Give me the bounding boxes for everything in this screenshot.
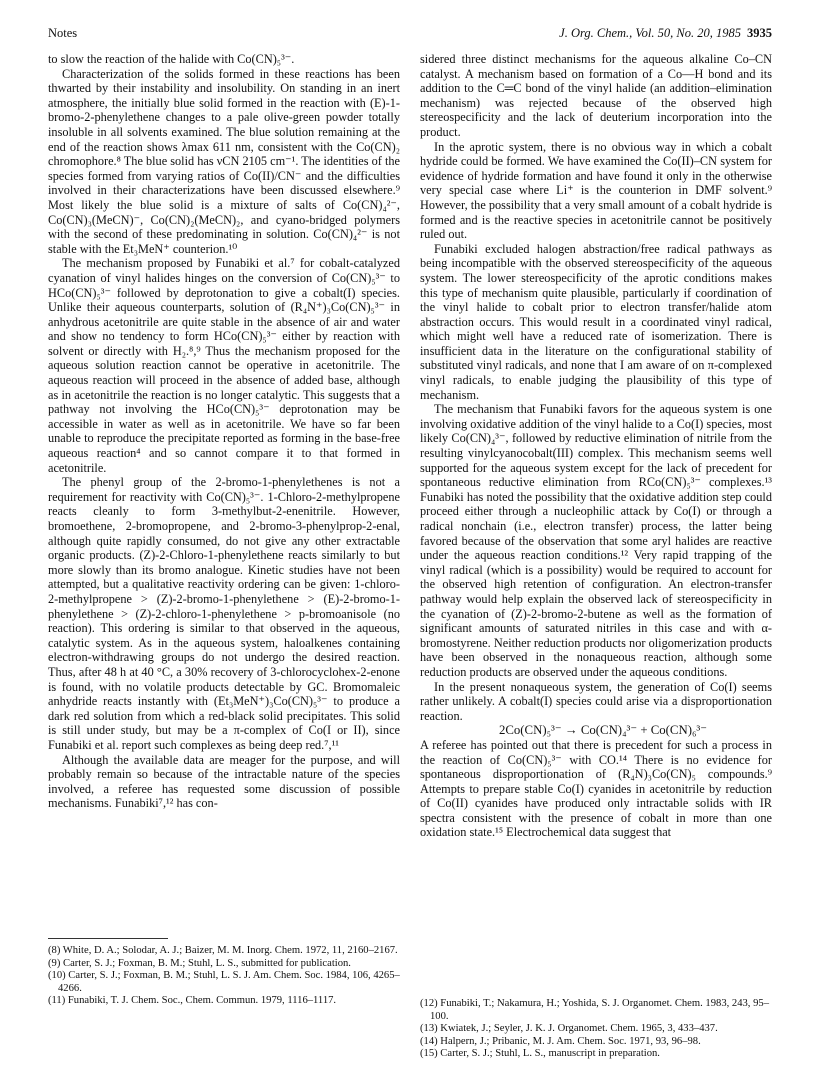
footnote: (10) Carter, S. J.; Foxman, B. M.; Stuhl, L. S. J. Am. Chem. Soc. 1984, 106, 4265–4266. [48,970,400,994]
footnotes-left [48,938,400,1008]
paragraph: In the aprotic system, there is no obvious way in which a cobalt hydride could be formed. We have examined the Co(II)–CN system for evidence of hydride formation and have found it only in the otherwise very special case where Li⁺ is the counterion in DMF solvent.⁹ However, the possibility that a very small amount of a cobalt hydride is formed and is the reactive species in acetonitrile cannot be positively ruled out. [420,139,772,242]
left-column [48,52,400,811]
paragraph: Although the available data are meager for the purpose, and will probably remain so because of the intractable nature of the species involved, a referee has requested some discussion of possible mechanisms. Funabiki⁷,¹² has con- [48,752,400,811]
paragraph: A referee has pointed out that there is precedent for such a process in the reaction of Co(CN)₅³⁻ with CO.¹⁴ There is no evidence for spontaneous disproportionation of (R₄N)₃Co(CN)₅ compounds.⁹ Attempts to prepare stable Co(I) cyanides in acetonitrile by reduction of Co(II) cyanides have produced only intractable solids with IR spectra consistent with the presence of cobalt in more than one oxidation state.¹⁵ Electrochemical data suggest that [420,737,772,840]
section-label: Notes [48,26,78,40]
footnotes-right [420,998,772,1061]
paragraph: to slow the reaction of the halide with Co(CN)₅³⁻. [48,52,295,66]
paragraph: In the present nonaqueous system, the generation of Co(I) seems rather unlikely. A cobalt(I) species could arise via a disproportionation reaction. [420,679,772,723]
paragraph: The phenyl group of the 2-bromo-1-phenylethenes is not a requirement for reactivity with Co(CN)₅³⁻. 1-Chloro-2-methylpropene reacts cleanly to form 3-methylbut-2-enenitrile. However, bromoethene, 2-bromopropene, and 2-bromo-3-phenylprop-2-enal, although quite rapidly consumed, do not give any other extractable organic products. (Z)-2-Chloro-1-phenylethene reacts similarly to but more slowly than its bromo analogue. Kinetic studies have not been attempted, but a qualitative reactivity ordering can be given: 1-chloro-2-methylpropene > (Z)-2-bromo-1-phenylethene > (E)-2-bromo-1-phenylethene > (Z)-2-chloro-1-phenylethene > p-bromoanisole (no reaction). This ordering is similar to that observed in the aqueous, catalytic system. As in the aqueous system, haloalkenes containing electron-withdrawing groups do not undergo the desired reaction. Thus, after 48 h at 40 °C, a 30% recovery of 3-chlorocyclohex-2-enone is found, with no volatile products detectable by GC. Bromomaleic anhydride reacts instantly with (Et₃MeN⁺)₃Co(CN)₅³⁻ to produce a dark red solution from which a red-black solid precipitates. This solid is still under study, but may be a π-complex of Co(I or II), since Funabiki et al. report such complexes as being deep red.⁷,¹¹ [48,475,400,752]
paragraph: The mechanism proposed by Funabiki et al.⁷ for cobalt-catalyzed cyanation of vinyl halides hinges on the conversion of Co(CN)₅³⁻ to HCo(CN)₅³⁻ followed by deprotonation to give a cobalt(I) species. Unlike their aqueous counterparts, solution of (R₄N⁺)₃Co(CN)₅³⁻ in anhydrous acetonitrile are quite stable in the absence of air and water and show no tendency to form HCo(CN)₅³⁻ either by reaction with solvent or directly with H₂.⁸,⁹ Thus the mechanism proposed for the aqueous solution reaction cannot be operative in acetonitrile. The aqueous reaction will proceed in the absence of added base, although as in acetonitrile the reaction is no longer catalytic. This suggests that a pathway not involving the HCo(CN)₅³⁻ deprotonation may be accessible in water as well as in acetonitrile. We have so far been unable to reproduce the precipitate reported as forming in the base-free aqueous reaction⁴ and so cannot compare it to that formed in acetonitrile. [48,256,400,475]
right-column [420,52,772,840]
footnote: (13) Kwiatek, J.; Seyler, J. K. J. Organomet. Chem. 1965, 3, 433–437. [420,1023,718,1035]
disproportionation-equation: 2Co(CN)₅³⁻ → Co(CN)₄³⁻ + Co(CN)₆³⁻ [498,723,708,738]
footnote-rule [48,938,168,939]
journal-name: J. Org. Chem., Vol. 50, No. 20, 1985 [559,26,741,40]
journal-citation [559,26,772,41]
footnote: (12) Funabiki, T.; Nakamura, H.; Yoshida, S. J. Organomet. Chem. 1983, 243, 95–100. [420,998,769,1022]
footnote: (11) Funabiki, T. J. Chem. Soc., Chem. Commun. 1979, 1116–1117. [48,995,337,1007]
paragraph: Funabiki excluded halogen abstraction/free radical pathways as being incompatible with the observed stereospecificity of the aqueous system. The lower stereospecificity of the aprotic conditions makes this type of mechanism quite plausible, particularly if coordination of the vinyl halide to cobalt prior to electron transfer/halide atom abstraction occurs. This would result in a coordinated vinyl radical, which might well have a reduced rate of isomerization. There is insufficient data in the literature on the configurational stability of substituted vinyl radicals, and none that I am aware of on π-complexed vinyl radicals, to enable judging the plausibility of this type of mechanism. [420,241,772,402]
footnote: (9) Carter, S. J.; Foxman, B. M.; Stuhl, L. S., submitted for publication. [48,957,351,969]
paragraph: The mechanism that Funabiki favors for the aqueous system is one involving oxidative addition of the vinyl halide to a Co(I) species, most likely Co(CN)₄³⁻, followed by reductive elimination of nitrile from the resulting vinylcyanocobalt(III) complex. This mechanism seems well supported for the aqueous system except for the lack of precedent for spontaneous reductive elimination from RCo(CN)₅³⁻ complexes.¹³ Funabiki has noted the possibility that the oxidative addition step could proceed either through a nucleophilic attack by Co(I) or through a radical nonchain (i.e., electron transfer) process, the latter being favored because of the observation that some aryl halides are reactive under the aqueous reaction conditions.¹² Very rapid trapping of the vinyl radical (which is a possibility) would be required to account for the observed high retention of configuration. An electron-transfer pathway would help explain the observed lack of stereospecificity in the cyanation of (Z)-2-bromo-2-butene as well as the formation of significant amounts of saturated nitriles in this case and with α-bromostyrene. Neither reduction products nor oligomerization products have been observed in the nonaqueous reaction, although some reduction products are observed under the aqueous conditions. [420,402,772,679]
paragraph: Characterization of the solids formed in these reactions has been thwarted by their instability and insolubility. On standing in an inert atmosphere, the initially blue solid formed in the reaction with (E)-1-bromo-2-phenylethene changes to a pale olive-green powder totally insoluble in all solvents examined. The blue solution remaining at the end of the reaction shows λmax 611 nm, consistent with the Co(CN)₂ chromophore.⁸ The blue solid has νCN 2105 cm⁻¹. The identities of the species formed from varying ratios of Co(II)/CN⁻ and the difficulties involved in their characterizations have been discussed elsewhere.⁹ Most likely the blue solid is a mixture of salts of Co(CN)₄²⁻, Co(CN)₃(MeCN)⁻, Co(CN)₂(MeCN)₂, and cyano-bridged polymers with the second of these predominating in solution. Co(CN)₄²⁻ is not stable with the Et₃MeN⁺ counterion.¹⁰ [48,66,400,256]
page-header [48,26,772,44]
paragraph: sidered three distinct mechanisms for the aqueous alkaline Co–CN catalyst. A mechanism based on formation of a Co—H bond and its addition to the C═C bond of the vinyl halide (an addition–elimination mechanism) was rejected because of the observed high stereospecificity and the lack of deuterium incorporation into the product. [420,52,772,139]
footnote: (8) White, D. A.; Solodar, A. J.; Baizer, M. M. Inorg. Chem. 1972, 11, 2160–2167. [48,945,398,956]
page-number: 3935 [747,26,772,40]
footnote: (14) Halpern, J.; Pribanic, M. J. Am. Chem. Soc. 1971, 93, 96–98. [420,1035,701,1047]
footnote: (15) Carter, S. J.; Stuhl, L. S., manuscript in preparation. [420,1048,660,1060]
